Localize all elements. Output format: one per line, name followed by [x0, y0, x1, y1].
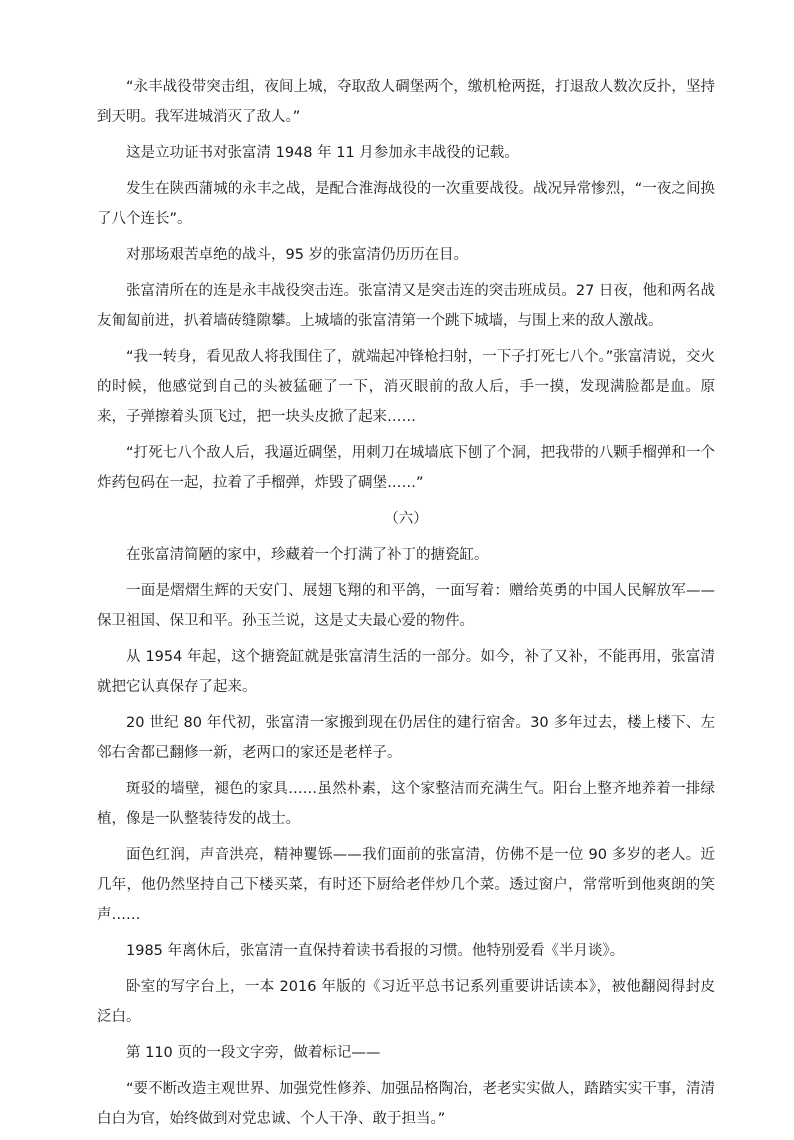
paragraph: 斑驳的墙壁，褪色的家具……虽然朴素，这个家整洁而充满生气。阳台上整齐地养着一排绿植，像是一队整装待发的战士。 — [97, 781, 715, 827]
paragraph: 在张富清简陋的家中，珍藏着一个打满了补丁的搪瓷缸。 — [126, 547, 489, 563]
paragraph: 卧室的写字台上，一本 2016 年版的《习近平总书记系列重要讲话读本》，被他翻阅得封皮泛白。 — [97, 979, 715, 1025]
paragraph: 第 110 页的一段文字旁，做着标记—— — [126, 1045, 381, 1061]
paragraph: 从 1954 年起，这个搪瓷缸就是张富清生活的一部分。如今，补了又补，不能再用，张富清就把它认真保存了起来。 — [97, 649, 715, 695]
paragraph: 20 世纪 80 年代初，张富清一家搬到现在仍居住的建行宿舍。30 多年过去，楼上楼下、左邻右舍都已翻修一新，老两口的家还是老样子。 — [97, 715, 715, 761]
paragraph: “要不断改造主观世界、加强党性修养、加强品格陶冶，老老实实做人，踏踏实实干事，清清白白为官，始终做到对党忠诚、个人干净、敢于担当。” — [97, 1081, 715, 1127]
article-body — [97, 72, 715, 1140]
paragraph: 一面是熠熠生辉的天安门、展翅飞翔的和平鸽，一面写着：赠给英勇的中国人民解放军——保卫祖国、保卫和平。孙玉兰说，这是丈夫最心爱的物件。 — [97, 583, 715, 629]
paragraph: “打死七八个敌人后，我逼近碉堡，用刺刀在城墙底下刨了个洞，把我带的八颗手榴弹和一个炸药包码在一起，拉着了手榴弹，炸毁了碉堡……” — [97, 445, 715, 491]
paragraph: 面色红润，声音洪亮，精神矍铄——我们面前的张富清，仿佛不是一位 90 多岁的老人。近几年，他仍然坚持自己下楼买菜，有时还下厨给老伴炒几个菜。透过窗户，常常听到他爽朗的笑声…… — [97, 847, 715, 923]
paragraph: 发生在陕西蒲城的永丰之战，是配合淮海战役的一次重要战役。战况异常惨烈，“一夜之间换了八个连长”。 — [97, 181, 715, 227]
paragraph: 1985 年离休后，张富清一直保持着读书看报的习惯。他特别爱看《半月谈》。 — [126, 943, 625, 959]
paragraph: “我一转身，看见敌人将我围住了，就端起冲锋枪扫射，一下子打死七八个。”张富清说，交火的时候，他感觉到自己的头被猛砸了一下，消灭眼前的敌人后，手一摸，发现满脸都是血。原来，子弹擦着头顶飞过，把一块头皮掀了起来…… — [97, 349, 715, 425]
paragraph: 对那场艰苦卓绝的战斗，95 岁的张富清仍历历在目。 — [126, 247, 469, 263]
paragraph: 这是立功证书对张富清 1948 年 11 月参加永丰战役的记载。 — [126, 145, 519, 161]
section-heading: （六） — [384, 511, 428, 527]
paragraph: “永丰战役带突击组，夜间上城，夺取敌人碉堡两个，缴机枪两挺，打退敌人数次反扑，坚持到天明。我军进城消灭了敌人。” — [97, 79, 715, 125]
paragraph: 张富清所在的连是永丰战役突击连。张富清又是突击连的突击班成员。27 日夜，他和两名战友匍匐前进，扒着墙砖缝隙攀。上城墙的张富清第一个跳下城墙，与围上来的敌人激战。 — [97, 283, 715, 329]
